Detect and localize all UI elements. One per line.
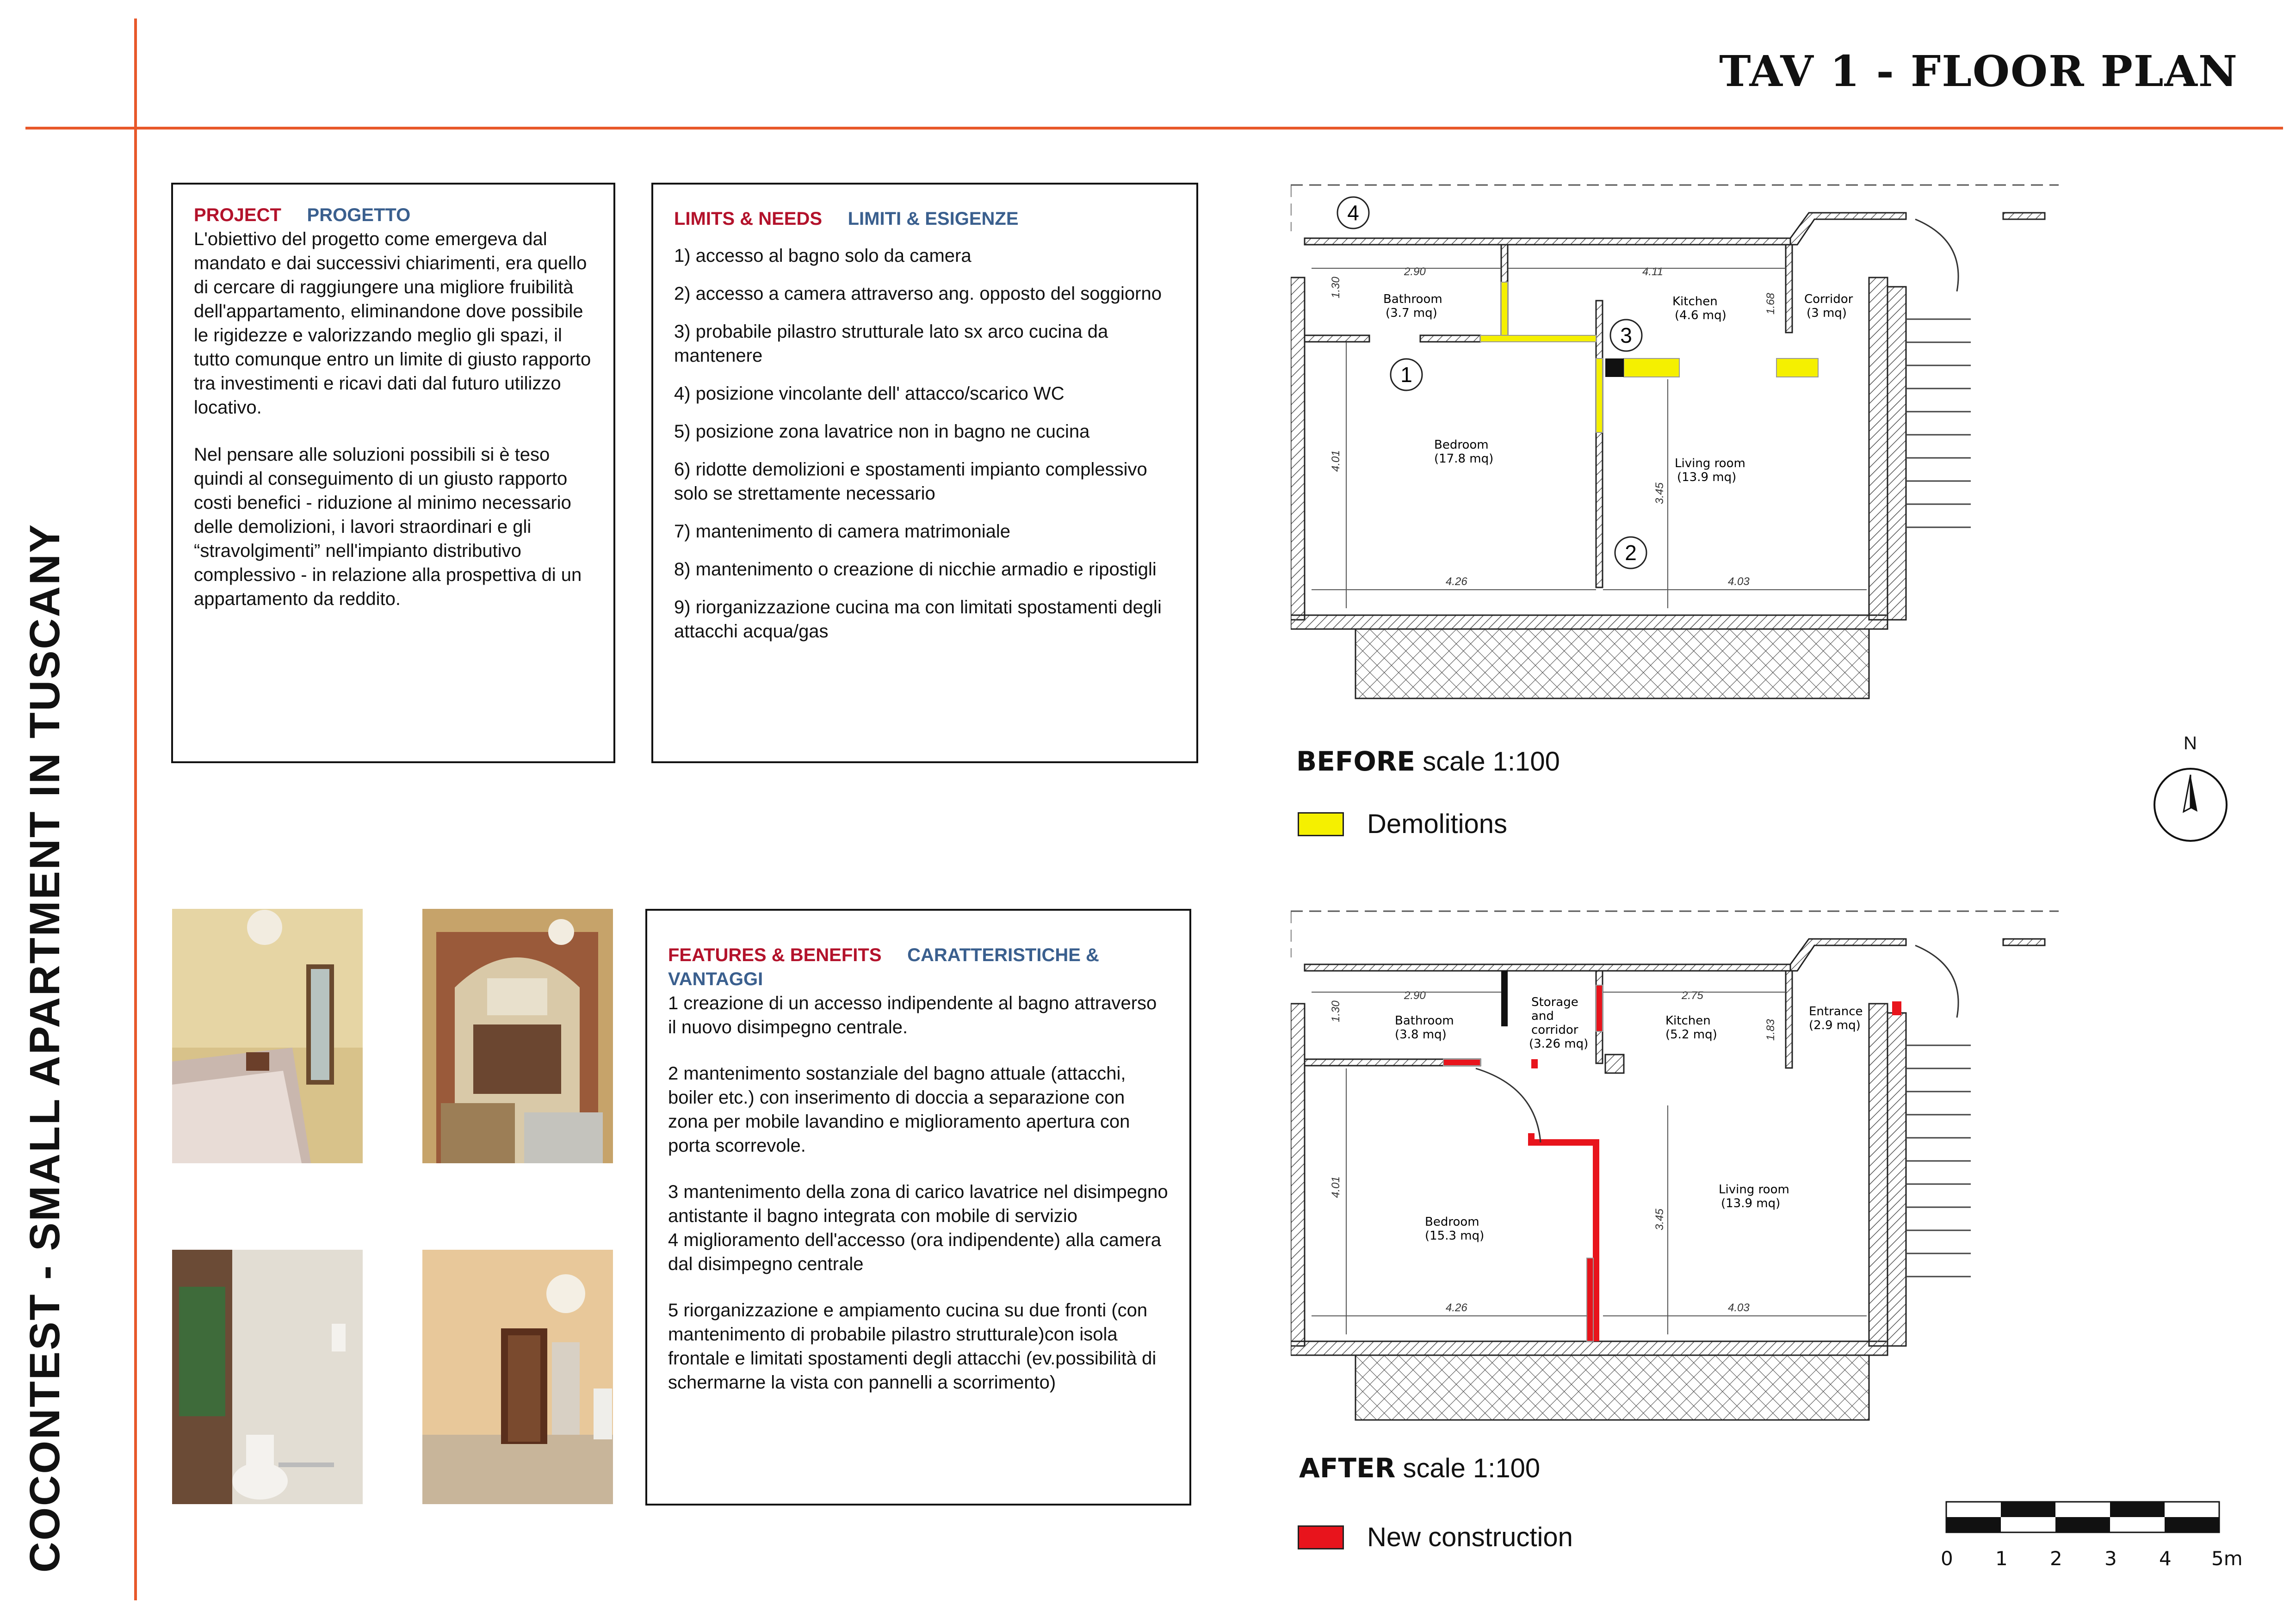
- dim-label: 4.11: [1642, 265, 1663, 278]
- dim-label: 1.83: [1764, 1019, 1777, 1041]
- room-storage: Storage: [1531, 995, 1578, 1009]
- margin-rule: [134, 19, 137, 1600]
- before-label-bold: BEFORE: [1296, 746, 1416, 777]
- project-heading-it: PROGETTO: [307, 205, 411, 225]
- photo-bathroom: [172, 1250, 363, 1504]
- room-storage-area: (3.26 mq): [1529, 1037, 1589, 1051]
- dim-label: 4.26: [1446, 575, 1467, 588]
- limits-item: 8) mantenimento o creazione di nicchie armadio e ripostigli: [674, 559, 1157, 580]
- room-bathroom: Bathroom: [1383, 292, 1442, 306]
- plan-before: [1291, 176, 2114, 712]
- features-heading-it: CARATTERISTICHE & VANTAGGI: [668, 945, 1099, 989]
- legend-demolitions: [1298, 808, 1507, 839]
- photo-kitchen-arch: [422, 909, 613, 1163]
- dim-label: 1.30: [1330, 277, 1342, 298]
- room-bedroom: Bedroom: [1434, 438, 1489, 452]
- plan-after: [1291, 902, 2114, 1434]
- dim-label: 3.45: [1653, 482, 1666, 504]
- project-heading-en: PROJECT: [194, 205, 281, 225]
- limits-item: 2) accesso a camera attraverso ang. opposto del soggiorno: [674, 284, 1162, 304]
- new-construction-swatch: [1298, 1525, 1344, 1549]
- limits-heading-it: LIMITI & ESIGENZE: [848, 209, 1019, 229]
- scale-label-4: 4: [2159, 1547, 2172, 1570]
- legend-new-construction-label: New construction: [1367, 1522, 1573, 1552]
- marker-4: 4: [1347, 201, 1359, 225]
- room-corridor-area: (3 mq): [1807, 306, 1847, 320]
- features-item: 4 miglioramento dell'accesso (ora indipendente) alla camera dal disimpegno centrale: [668, 1230, 1161, 1274]
- marker-3: 3: [1620, 323, 1632, 347]
- room-entrance: Entrance: [1809, 1005, 1863, 1018]
- dim-label: 2.90: [1404, 265, 1426, 278]
- room-entrance-area: (2.9 mq): [1809, 1018, 1861, 1032]
- limits-heading-en: LIMITS & NEEDS: [674, 209, 823, 229]
- north-arrow-icon: [2151, 765, 2230, 844]
- dim-label: 3.45: [1653, 1209, 1666, 1230]
- vertical-project-title: COCONTEST - SMALL APARTMENT IN TUSCANY: [21, 523, 68, 1573]
- room-bedroom: Bedroom: [1425, 1215, 1479, 1229]
- room-kitchen: Kitchen: [1672, 295, 1718, 309]
- legend-demolitions-label: Demolitions: [1367, 809, 1507, 839]
- scale-bar: [1945, 1501, 2223, 1538]
- dim-label: 1.68: [1764, 293, 1777, 315]
- features-item: 2 mantenimento sostanziale del bagno attuale (attacchi, boiler etc.) con inserimento di doccia a separazione con zona per mobile lavandino e miglioramento apertura con porta scorrevole.: [668, 1063, 1130, 1156]
- marker-1: 1: [1400, 363, 1412, 387]
- room-bedroom-area: (15.3 mq): [1425, 1229, 1485, 1243]
- room-storage-and: and: [1531, 1009, 1554, 1023]
- limits-box: [651, 183, 1198, 763]
- dim-label: 4.03: [1728, 575, 1750, 588]
- limits-item: 7) mantenimento di camera matrimoniale: [674, 521, 1010, 542]
- dim-label: 4.03: [1728, 1302, 1750, 1314]
- room-living-area: (13.9 mq): [1721, 1197, 1781, 1210]
- limits-item: 6) ridotte demolizioni e spostamenti impianto complessivo solo se strettamente necessario: [674, 459, 1147, 504]
- marker-2: 2: [1625, 541, 1637, 565]
- scale-label-1: 1: [1995, 1547, 2008, 1570]
- photo-room-door: [422, 1250, 613, 1504]
- room-corridor: Corridor: [1804, 292, 1853, 306]
- scale-label-3: 3: [2104, 1547, 2117, 1570]
- after-label-scale: scale 1:100: [1403, 1453, 1541, 1483]
- room-kitchen-area: (5.2 mq): [1665, 1028, 1717, 1042]
- scale-label-0: 0: [1941, 1547, 1953, 1570]
- before-label-scale: scale 1:100: [1423, 747, 1560, 777]
- dim-label: 2.75: [1682, 989, 1703, 1002]
- limits-item: 4) posizione vincolante dell' attacco/scarico WC: [674, 383, 1064, 404]
- after-label-bold: AFTER: [1299, 1452, 1396, 1484]
- room-bathroom-area: (3.7 mq): [1386, 306, 1437, 320]
- limits-item: 9) riorganizzazione cucina ma con limitati spostamenti degli attacchi acqua/gas: [674, 597, 1162, 642]
- features-heading: [668, 943, 1169, 991]
- legend-new-construction: [1298, 1522, 1573, 1553]
- room-living-area: (13.9 mq): [1677, 470, 1737, 484]
- features-heading-en: FEATURES & BENEFITS: [668, 945, 882, 965]
- demolition-swatch: [1298, 812, 1344, 836]
- room-bathroom: Bathroom: [1395, 1014, 1454, 1028]
- north-label: N: [2184, 733, 2197, 753]
- photo-bedroom: [172, 909, 363, 1163]
- header-rule: [25, 127, 2283, 130]
- after-label: [1299, 1452, 1540, 1484]
- room-kitchen: Kitchen: [1665, 1014, 1711, 1028]
- project-heading: [194, 203, 593, 227]
- room-living: Living room: [1675, 457, 1745, 470]
- before-label: [1296, 746, 1560, 777]
- project-box: [171, 183, 615, 763]
- room-bedroom-area: (17.8 mq): [1434, 452, 1494, 466]
- dim-label: 4.01: [1330, 450, 1342, 472]
- features-box: [645, 909, 1191, 1506]
- room-bathroom-area: (3.8 mq): [1395, 1028, 1447, 1042]
- dim-label: 4.01: [1330, 1176, 1342, 1198]
- project-paragraph-2: Nel pensare alle soluzioni possibili si è teso quindi al conseguimento di un giusto rapporto costi benefici - riduzione al minimo necessario delle demolizioni, i lavori straordinari e gli “stravolgimenti” nell'impianto distributivo complessivo - in relazione alla prospettiva di un appartamento da reddito.: [194, 444, 582, 609]
- dim-label: 4.26: [1446, 1302, 1467, 1314]
- sheet-title: TAV 1 - FLOOR PLAN: [1719, 46, 2238, 96]
- scale-label-2: 2: [2050, 1547, 2062, 1570]
- dim-label: 1.30: [1330, 1000, 1342, 1022]
- limits-item: 1) accesso al bagno solo da camera: [674, 246, 972, 266]
- limits-item: 5) posizione zona lavatrice non in bagno ne cucina: [674, 421, 1090, 442]
- project-paragraph-1: L'obiettivo del progetto come emergeva dal mandato e dai successivi chiarimenti, era quello di cercare di raggiungere una migliore fruibilità dell'appartamento, eliminandone dove possibile le rigidezze e valorizzando meglio gli spazi, il tutto comunque entro un limite di giusto rapporto tra investimenti e ricavi dati dal futuro utilizzo locativo.: [194, 229, 591, 418]
- dim-label: 2.90: [1404, 989, 1426, 1002]
- features-item: 1 creazione di un accesso indipendente al bagno attraverso il nuovo disimpegno centrale.: [668, 993, 1157, 1037]
- room-living: Living room: [1719, 1183, 1789, 1197]
- room-storage-corridor: corridor: [1531, 1023, 1578, 1037]
- limits-heading: [674, 207, 1176, 231]
- limits-item: 3) probabile pilastro strutturale lato sx arco cucina da mantenere: [674, 321, 1108, 366]
- features-item: 5 riorganizzazione e ampiamento cucina su due fronti (con mantenimento di probabile pilastro strutturale)con isola frontale e limitati spostamenti degli attacchi (ev.possibilità di schermarne la vista con pannelli a scorrimento): [668, 1300, 1157, 1393]
- scale-label-5: 5m: [2211, 1547, 2243, 1570]
- features-item: 3 mantenimento della zona di carico lavatrice nel disimpegno antistante il bagno integrata con mobile di servizio: [668, 1182, 1168, 1226]
- room-kitchen-area: (4.6 mq): [1675, 309, 1727, 322]
